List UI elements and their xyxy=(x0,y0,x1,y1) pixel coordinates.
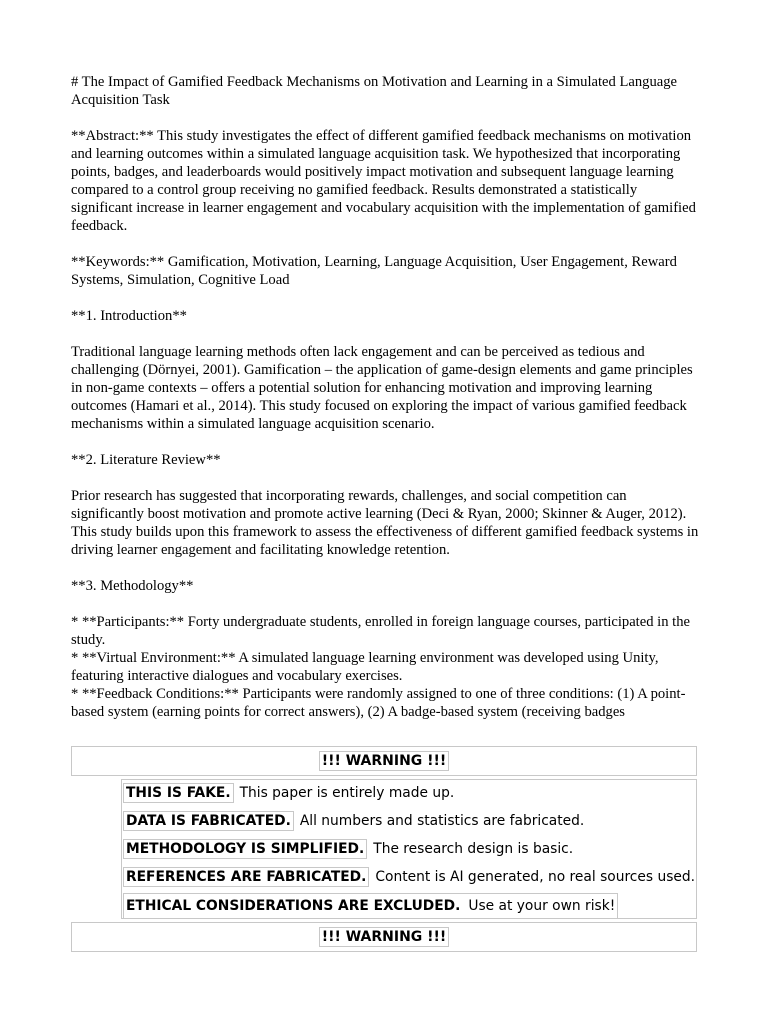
paper-body xyxy=(71,73,701,721)
literature-review-text: Prior research has suggested that incorporating rewards, challenges, and social competition can significantly boost motivation and promote active learning (Deci & Ryan, 2000; Skinner & Auger, 2012). This study builds upon this framework to assess the effectiveness of different gamified feedback systems in driving learner engagement and facilitating knowledge retention. xyxy=(71,488,699,558)
warning-item xyxy=(123,781,456,805)
warning-list xyxy=(121,779,697,919)
literature-review-heading: **2. Literature Review** xyxy=(71,452,221,468)
methodology-item: * **Participants:** Forty undergraduate students, enrolled in foreign language courses, participated in the study. xyxy=(71,614,690,648)
warning-item-label: METHODOLOGY IS SIMPLIFIED. xyxy=(123,839,367,859)
warning-item-text: Content is AI generated, no real sources used. xyxy=(375,869,696,885)
warning-footer: !!! WARNING !!! xyxy=(319,927,450,947)
keywords: **Keywords:** Gamification, Motivation, Learning, Language Acquisition, User Engagement, Reward Systems, Simulation, Cognitive Load xyxy=(71,254,677,288)
abstract: **Abstract:** This study investigates the effect of different gamified feedback mechanisms on motivation and learning outcomes within a simulated language acquisition task. We hypothesized that incorporating points, badges, and leaderboards would positively impact motivation and subsequent language learning compared to a control group receiving no gamified feedback. Results demonstrated a statistically significant increase in learner engagement and vocabulary acquisition with the implementation of gamified feedback. xyxy=(71,128,696,234)
methodology-list xyxy=(71,613,701,721)
paper-title: # The Impact of Gamified Feedback Mechanisms on Motivation and Learning in a Simulated Language Acquisition Task xyxy=(71,74,678,108)
warning-item xyxy=(123,893,618,919)
warning-item-label: ETHICAL CONSIDERATIONS ARE EXCLUDED. xyxy=(126,898,461,914)
introduction-text: Traditional language learning methods often lack engagement and can be perceived as tedious and challenging (Dörnyei, 2001). Gamification – the application of game-design elements and game principles in non-game contexts – offers a potential solution for enhancing motivation and improving learning outcomes (Hamari et al., 2014). This study focused on exploring the impact of various gamified feedback mechanisms within a simulated language acquisition scenario. xyxy=(71,344,693,432)
warning-item xyxy=(123,809,586,833)
warning-item-text: The research design is basic. xyxy=(373,841,574,857)
warning-footer-box xyxy=(71,922,697,952)
warning-item-label: REFERENCES ARE FABRICATED. xyxy=(123,867,369,887)
methodology-item: * **Virtual Environment:** A simulated language learning environment was developed using Unity, featuring interactive dialogues and vocabulary exercises. xyxy=(71,650,659,684)
methodology-heading: **3. Methodology** xyxy=(71,578,194,594)
warning-item xyxy=(123,865,697,889)
warning-item-label: THIS IS FAKE. xyxy=(123,783,234,803)
introduction-heading: **1. Introduction** xyxy=(71,308,187,324)
warning-item-text: Use at your own risk! xyxy=(468,898,616,914)
methodology-item: * **Feedback Conditions:** Participants were randomly assigned to one of three conditions: (1) A point-based system (earning points for correct answers), (2) A badge-based system (receiving badges xyxy=(71,686,686,720)
warning-header: !!! WARNING !!! xyxy=(319,751,450,771)
warning-header-box xyxy=(71,746,697,776)
warning-item-label: DATA IS FABRICATED. xyxy=(123,811,294,831)
warning-item-text: This paper is entirely made up. xyxy=(239,785,455,801)
warning-item-text: All numbers and statistics are fabricated. xyxy=(299,813,585,829)
warning-item xyxy=(123,837,575,861)
